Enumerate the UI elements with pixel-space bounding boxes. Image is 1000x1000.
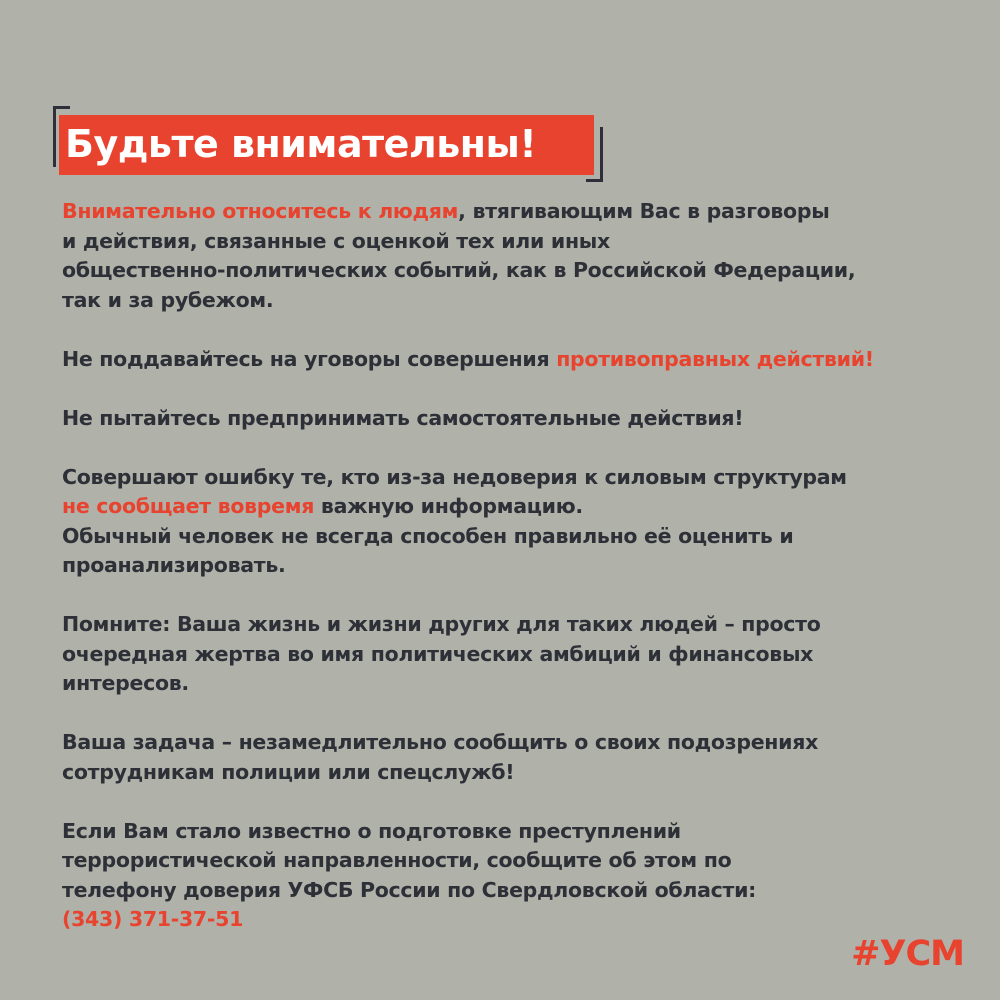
paragraph6-line1: Ваша задача – незамедлительно сообщить о своих подозрениях [62, 730, 819, 754]
paragraph3-text: Не пытайтесь предпринимать самостоятельные действия! [62, 405, 744, 430]
paragraph4-line1: Совершают ошибку те, кто из-за недоверия к силовым структурам [62, 464, 847, 489]
paragraph1-line2: и действия, связанные с оценкой тех или иных [62, 228, 610, 253]
hashtag-logo: #УСМ [851, 934, 964, 974]
page-title: Будьте внимательны! [65, 122, 537, 166]
paragraph5-line2: очередная жертва во имя политических амбиций и финансовых [62, 641, 814, 666]
hotline-phone-number: (343) 371-37-51 [62, 907, 244, 931]
paragraph1-line3: общественно-политических событий, как в Российской Федерации, [62, 258, 856, 282]
paragraph6-line2: сотрудникам полиции или спецслужб! [62, 759, 515, 784]
paragraph5-line3: интересов. [62, 671, 189, 695]
paragraph2-text: Не поддавайтесь на уговоры совершения [62, 346, 557, 371]
main-content [62, 197, 977, 964]
highlight-illegal-actions: противоправных действий! [556, 346, 874, 371]
paragraph4-line3: Обычный человек не всегда способен правильно её оценить и [62, 523, 794, 548]
paragraph5-line1: Помните: Ваша жизнь и жизни других для таких людей – просто [62, 612, 821, 636]
paragraph-people-warning [62, 197, 977, 315]
paragraph1-line1: , втягивающим Вас в разговоры [458, 199, 830, 223]
paragraph-hotline [62, 817, 977, 935]
highlight-not-reporting: не сообщает вовремя [62, 494, 315, 518]
highlight-attention: Внимательно относитесь к людям [62, 199, 459, 223]
paragraph-independent-actions [62, 404, 977, 434]
paragraph7-line1: Если Вам стало известно о подготовке преступлений [62, 818, 681, 843]
paragraph-remember [62, 610, 977, 699]
paragraph-illegal-actions [62, 345, 977, 375]
paragraph7-line3: телефону доверия УФСБ России по Свердловской области: [62, 877, 757, 902]
paragraph7-line2: террористической направленности, сообщите об этом по [62, 848, 732, 872]
paragraph-report-mistake [62, 463, 977, 581]
paragraph-your-task [62, 728, 977, 787]
paragraph4-line2: важную информацию. [314, 494, 583, 518]
paragraph1-line4: так и за рубежом. [62, 287, 274, 312]
paragraph4-line4: проанализировать. [62, 553, 286, 577]
